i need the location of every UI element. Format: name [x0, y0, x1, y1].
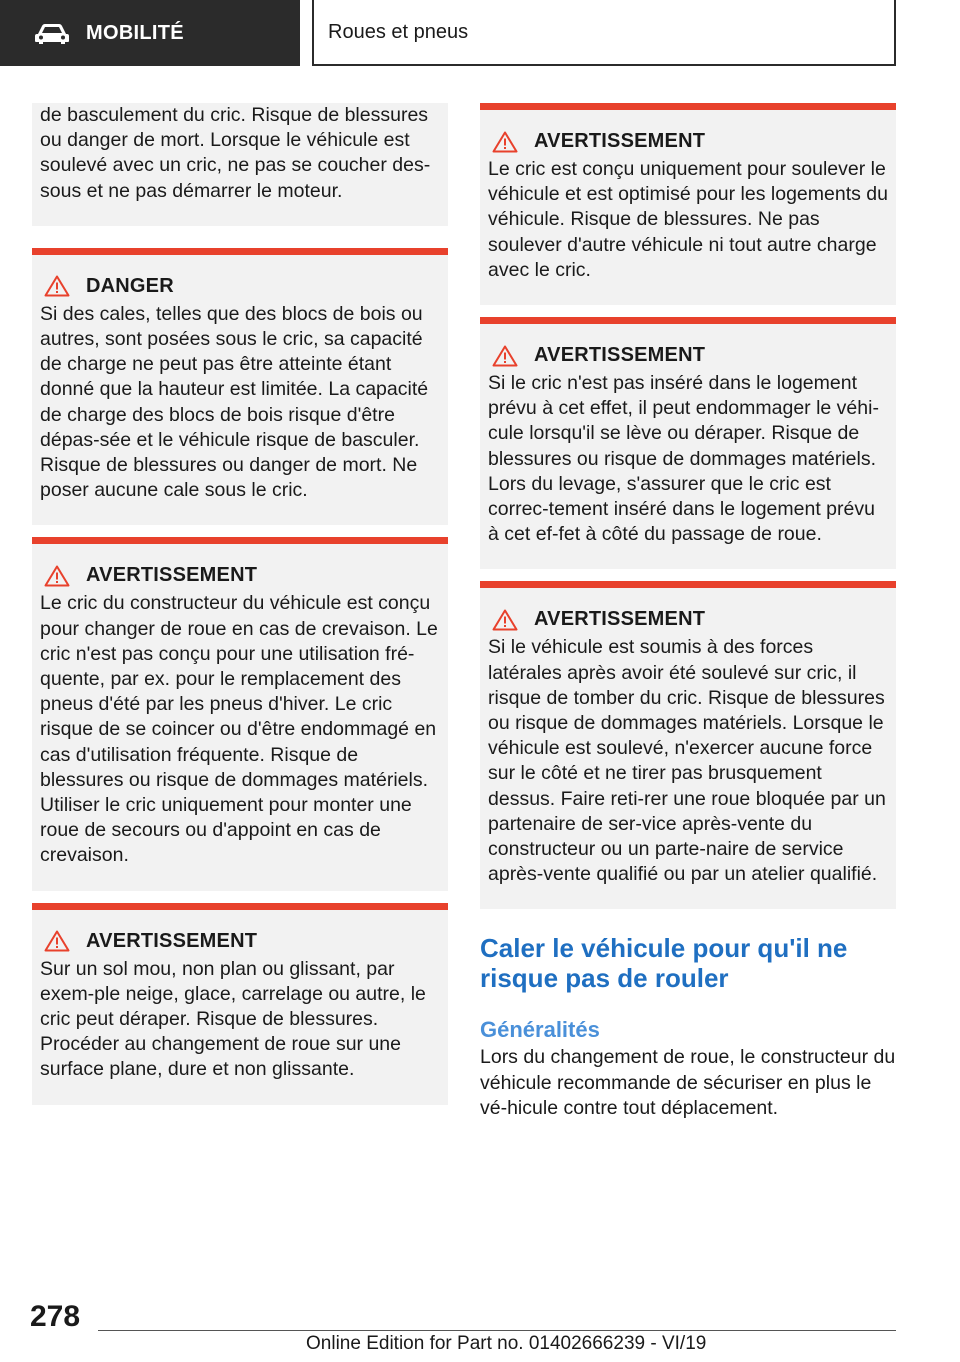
section-label: MOBILITÉ [86, 21, 184, 44]
warning-triangle-icon [492, 131, 518, 153]
warning-title: DANGER [86, 274, 174, 297]
warning-triangle-icon [44, 930, 70, 952]
chapter-label: Roues et pneus [328, 20, 469, 43]
warning-triangle-icon [492, 609, 518, 631]
warning-title-row [40, 564, 440, 587]
warning-triangle-icon [44, 565, 70, 587]
page-number: 278 [30, 1300, 81, 1333]
danger-box [32, 248, 448, 526]
warning-triangle-icon [44, 275, 70, 297]
page-header [0, 0, 960, 66]
section-tab [0, 0, 300, 66]
warning-bar [32, 903, 448, 910]
warning-title: AVERTISSEMENT [534, 344, 706, 367]
warning-title: AVERTISSEMENT [86, 564, 258, 587]
warning-box [32, 903, 448, 1105]
warning-title-row [488, 130, 888, 153]
right-column [480, 103, 896, 1121]
chapter-tab [312, 0, 896, 66]
warning-bar [480, 317, 896, 324]
warning-box [480, 317, 896, 569]
warning-box [480, 581, 896, 909]
warning-text: Si le cric n'est pas inséré dans le logement prévu à cet effet, il peut endommager le véhi-cule lorsqu'il se lève ou déraper. Risque de blessures ou risque de dommages matériels. Lors du levage, s'assurer que le cric est correc-tement inséré dans le logement prévu à cet ef-fet à côté du passage de roue. [488, 372, 879, 546]
warning-bar [480, 103, 896, 110]
warning-bar [480, 581, 896, 588]
warning-title-row [488, 344, 888, 367]
warning-title-row [488, 608, 888, 631]
warning-text: Sur un sol mou, non plan ou glissant, par exem-ple neige, glace, carrelage ou autre, le cric peut déraper. Risque de blessures. Procéder au changement de roue sur une surface plane, dure et non glissante. [40, 957, 426, 1081]
left-column [32, 103, 448, 1117]
warning-box [480, 103, 896, 305]
warning-text: Si le véhicule est soumis à des forces latérales après avoir été soulevé sur cric, il risque de tomber du cric. Risque de blessures ou risque de dommages matériels. Lorsque le véhicule est soulevé, n'exercer aucune force sur le côté et ne tirer pas brusquement dessus. Faire reti-rer une roue bloquée par un partenaire de ser-vice après-vente du constructeur ou un parte-naire de service après-vente qualifié ou par un atelier qualifié. [488, 636, 886, 886]
warning-bar [32, 248, 448, 255]
warning-text: Si des cales, telles que des blocs de bois ou autres, sont posées sous le cric, sa capacité de charge ne peut pas être atteinte étant donné que la hauteur est limitée. La capacité de charge des blocs de bois risque d'être dépas-sée et le véhicule risque de basculer. Risque de blessures ou danger de mort. Ne poser aucune cale sous le cric. [40, 302, 429, 502]
warning-title: AVERTISSEMENT [534, 130, 706, 152]
warning-title: AVERTISSEMENT [86, 929, 258, 952]
body-paragraph: Lors du changement de roue, le constructeur du véhicule recommande de sécuriser en plus le vé-hicule contre tout déplacement. [480, 1046, 896, 1119]
car-icon [34, 21, 70, 45]
warning-text: Le cric du constructeur du véhicule est conçu pour changer de roue en cas de crevaison. Le cric n'est pas conçu pour une utilisation fré-quente, par ex. pour le remplacement des pneus d'été par les pneus d'hiver. Le cric risque de se coincer ou d'être endommagé en cas d'utilisation fréquente. Risque de blessures ou risque de dommages matériels. Utiliser le cric uniquement pour monter une roue de secours ou d'appoint en cas de crevaison. [40, 592, 438, 867]
footer-edition: Online Edition for Part no. 01402666239 - VI/19 [306, 1333, 707, 1354]
warning-box-continued [32, 103, 448, 226]
warning-box [32, 537, 448, 890]
section-heading: Caler le véhicule pour qu'il ne risque pas de rouler [480, 933, 848, 994]
warning-title-row [40, 275, 440, 298]
subsection-heading: Généralités [480, 1017, 600, 1043]
warning-text: Le cric est conçu uniquement pour soulever le véhicule et est optimisé pour les logements du véhicule. Risque de blessures. Ne pas soulever d'autre véhicule ni tout autre charge avec le cric. [488, 158, 888, 281]
warning-triangle-icon [492, 345, 518, 367]
warning-text: de basculement du cric. Risque de blessures ou danger de mort. Lorsque le véhicule est soulevé avec un cric, ne pas se coucher des-sous et ne pas démarrer le moteur. [40, 104, 431, 202]
warning-title-row [40, 930, 440, 953]
warning-bar [32, 537, 448, 544]
footer-divider [98, 1330, 896, 1331]
warning-title: AVERTISSEMENT [534, 608, 706, 631]
